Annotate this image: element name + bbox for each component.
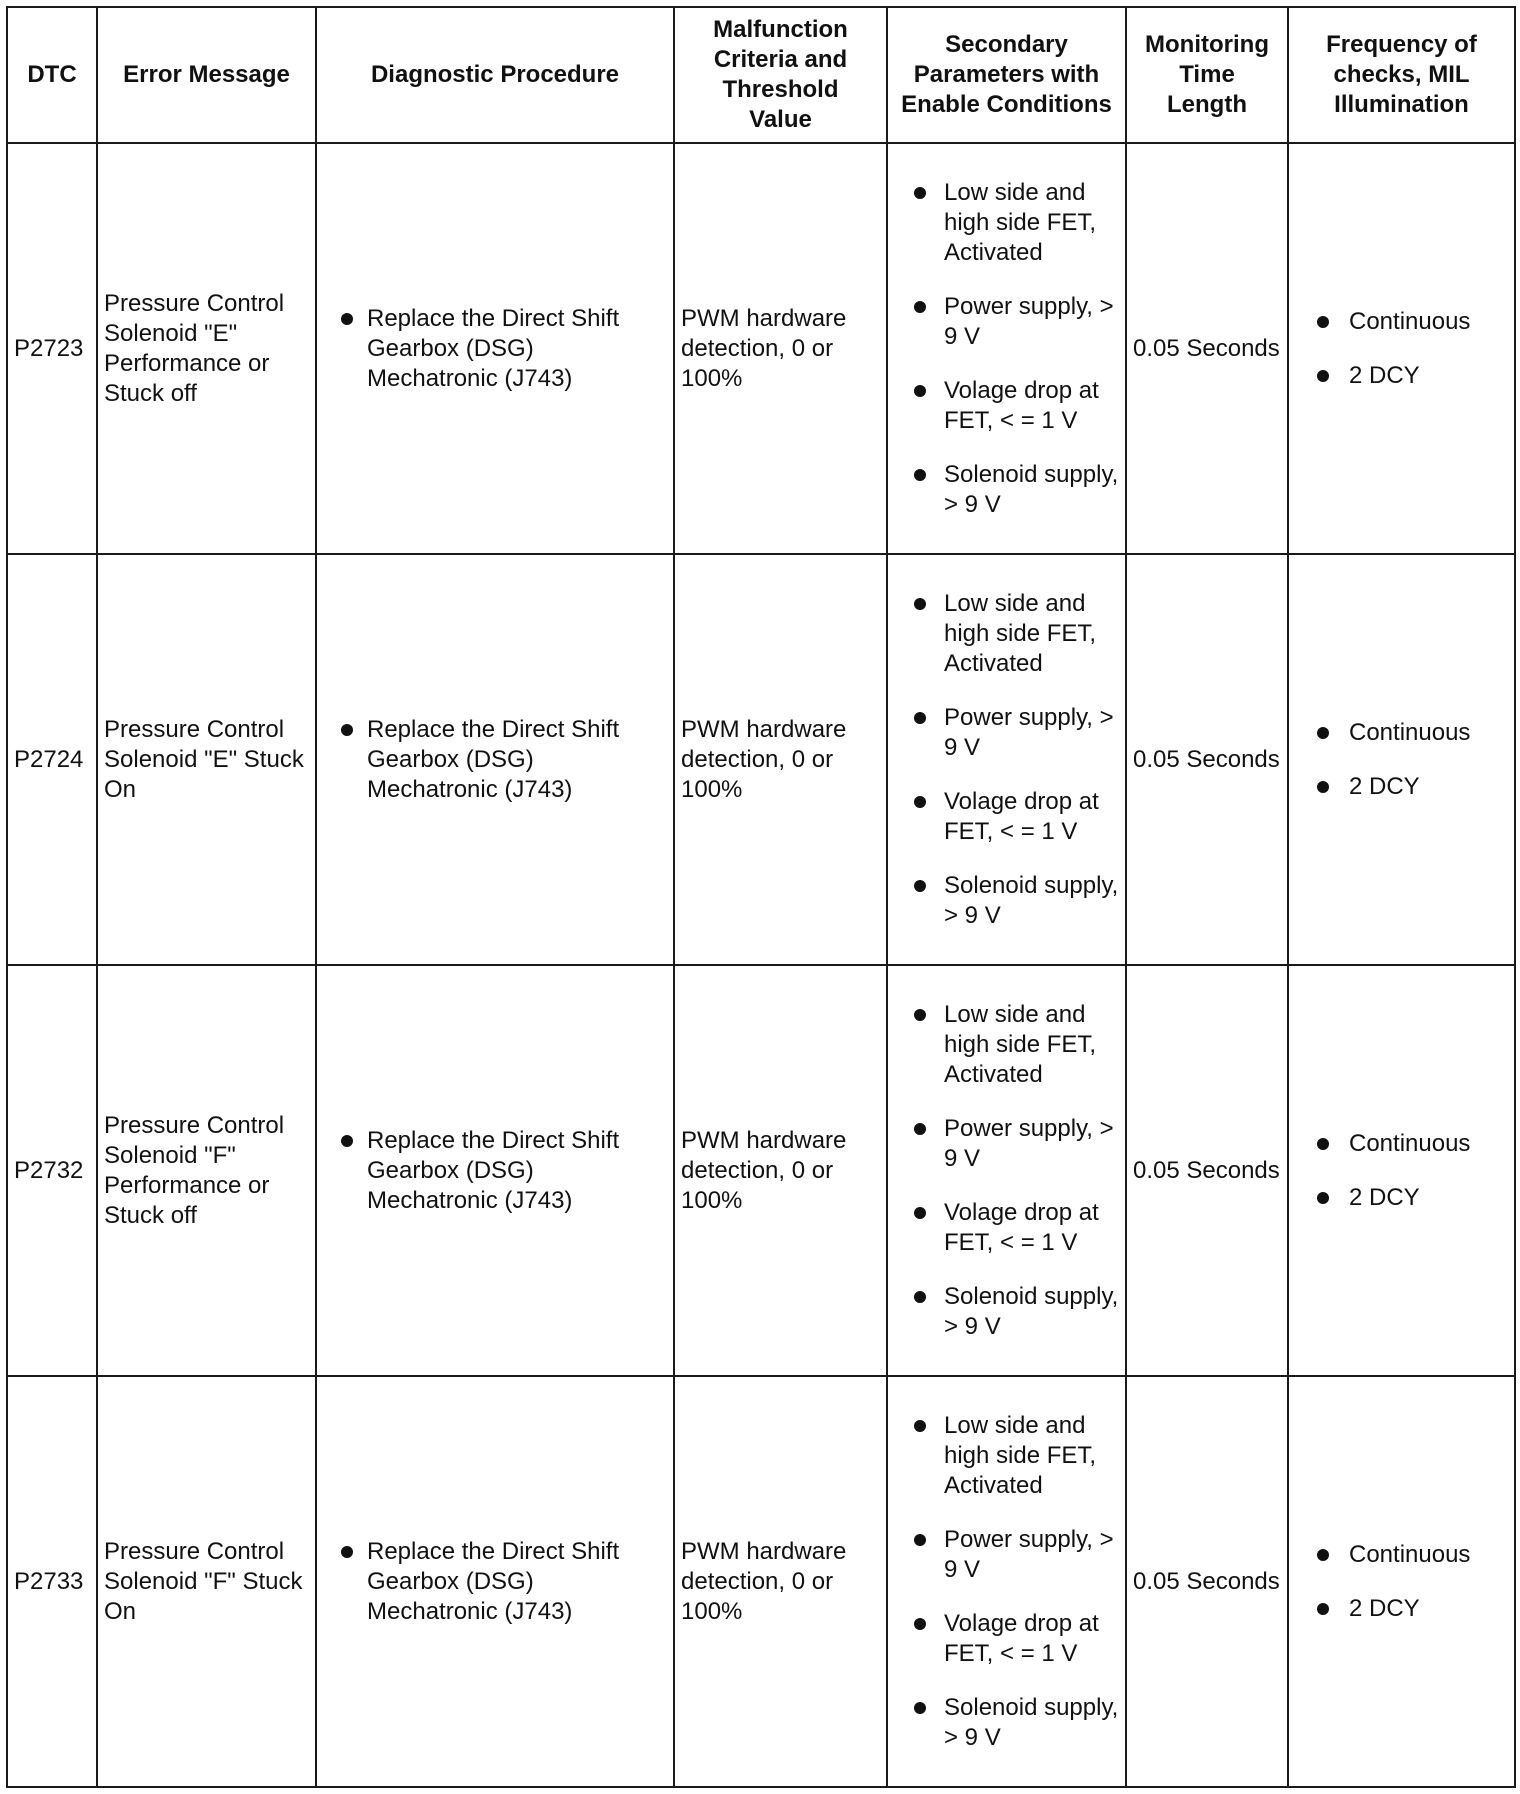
header-secondary-parameters: Secondary Parameters with Enable Conditions	[887, 7, 1126, 143]
diagnostic-procedure-cell	[316, 554, 674, 965]
bullet-icon	[914, 187, 926, 199]
diagnostic-procedure-cell	[316, 1376, 674, 1787]
list-item	[894, 871, 1119, 931]
list-item	[894, 787, 1119, 847]
parameter-text: Solenoid supply, > 9 V	[944, 1693, 1119, 1751]
bullet-icon	[341, 1546, 353, 1558]
table-row	[7, 554, 1515, 965]
frequency-cell	[1288, 1376, 1515, 1787]
dtc-code-cell: P2724	[7, 554, 97, 965]
list-item	[894, 376, 1119, 436]
frequency-text: Continuous	[1349, 1129, 1471, 1157]
bullet-icon	[914, 1291, 926, 1303]
secondary-parameters-cell	[887, 965, 1126, 1376]
bullet-icon	[341, 724, 353, 736]
frequency-text: Continuous	[1349, 1540, 1471, 1568]
frequency-cell	[1288, 554, 1515, 965]
secondary-parameters-list	[894, 1000, 1119, 1342]
table-row	[7, 965, 1515, 1376]
diagnostic-step-text: Replace the Direct Shift Gearbox (DSG) Mechatronic (J743)	[367, 1126, 620, 1214]
monitoring-time-cell: 0.05 Seconds	[1126, 143, 1288, 554]
list-item	[1295, 1540, 1508, 1570]
diagnostic-procedure-cell	[316, 143, 674, 554]
list-item	[894, 1609, 1119, 1669]
dtc-code-cell: P2732	[7, 965, 97, 1376]
list-item	[894, 703, 1119, 763]
malfunction-criteria-cell: PWM hardware detection, 0 or 100%	[674, 1376, 887, 1787]
error-message-cell: Pressure Control Solenoid "F" Stuck On	[97, 1376, 316, 1787]
frequency-text: 2 DCY	[1349, 772, 1420, 800]
frequency-list	[1295, 1129, 1508, 1213]
parameter-text: Volage drop at FET, < = 1 V	[944, 1609, 1099, 1667]
bullet-icon	[341, 1135, 353, 1147]
bullet-icon	[914, 1009, 926, 1021]
frequency-list	[1295, 1540, 1508, 1624]
parameter-text: Low side and high side FET, Activated	[944, 589, 1097, 677]
bullet-icon	[914, 880, 926, 892]
bullet-icon	[914, 712, 926, 724]
list-item	[894, 1282, 1119, 1342]
bullet-icon	[1317, 1138, 1329, 1150]
list-item	[323, 304, 667, 394]
header-diagnostic-procedure: Diagnostic Procedure	[316, 7, 674, 143]
malfunction-criteria-cell: PWM hardware detection, 0 or 100%	[674, 554, 887, 965]
dtc-code-cell: P2723	[7, 143, 97, 554]
bullet-icon	[914, 1420, 926, 1432]
parameter-text: Solenoid supply, > 9 V	[944, 1282, 1119, 1340]
diagnostic-steps-list	[323, 1537, 667, 1627]
list-item	[1295, 1183, 1508, 1213]
list-item	[894, 589, 1119, 679]
dtc-table	[6, 6, 1516, 1788]
parameter-text: Power supply, > 9 V	[944, 1114, 1114, 1172]
bullet-icon	[1317, 727, 1329, 739]
bullet-icon	[914, 1207, 926, 1219]
table-row	[7, 143, 1515, 554]
parameter-text: Power supply, > 9 V	[944, 292, 1114, 350]
list-item	[894, 1114, 1119, 1174]
list-item	[1295, 1129, 1508, 1159]
bullet-icon	[1317, 316, 1329, 328]
error-message-cell: Pressure Control Solenoid "E" Performance or Stuck off	[97, 143, 316, 554]
list-item	[894, 1693, 1119, 1753]
list-item	[323, 1537, 667, 1627]
list-item	[894, 460, 1119, 520]
bullet-icon	[914, 598, 926, 610]
secondary-parameters-cell	[887, 1376, 1126, 1787]
parameter-text: Low side and high side FET, Activated	[944, 1411, 1097, 1499]
frequency-list	[1295, 307, 1508, 391]
list-item	[323, 715, 667, 805]
diagnostic-steps-list	[323, 715, 667, 805]
diagnostic-step-text: Replace the Direct Shift Gearbox (DSG) Mechatronic (J743)	[367, 1537, 620, 1625]
bullet-icon	[914, 1534, 926, 1546]
bullet-icon	[914, 385, 926, 397]
malfunction-criteria-cell: PWM hardware detection, 0 or 100%	[674, 965, 887, 1376]
diagnostic-procedure-cell	[316, 965, 674, 1376]
monitoring-time-cell: 0.05 Seconds	[1126, 554, 1288, 965]
secondary-parameters-list	[894, 589, 1119, 931]
bullet-icon	[341, 313, 353, 325]
parameter-text: Power supply, > 9 V	[944, 1525, 1114, 1583]
list-item	[894, 1411, 1119, 1501]
parameter-text: Power supply, > 9 V	[944, 703, 1114, 761]
frequency-text: Continuous	[1349, 718, 1471, 746]
secondary-parameters-list	[894, 178, 1119, 520]
frequency-list	[1295, 718, 1508, 802]
error-message-cell: Pressure Control Solenoid "F" Performance or Stuck off	[97, 965, 316, 1376]
secondary-parameters-cell	[887, 143, 1126, 554]
header-monitoring-time: Monitoring Time Length	[1126, 7, 1288, 143]
frequency-text: 2 DCY	[1349, 1183, 1420, 1211]
parameter-text: Volage drop at FET, < = 1 V	[944, 787, 1099, 845]
bullet-icon	[1317, 370, 1329, 382]
list-item	[323, 1126, 667, 1216]
bullet-icon	[914, 796, 926, 808]
table-row	[7, 1376, 1515, 1787]
frequency-text: 2 DCY	[1349, 1594, 1420, 1622]
diagnostic-steps-list	[323, 304, 667, 394]
list-item	[1295, 361, 1508, 391]
error-message-cell: Pressure Control Solenoid "E" Stuck On	[97, 554, 316, 965]
monitoring-time-cell: 0.05 Seconds	[1126, 965, 1288, 1376]
header-malfunction-criteria: Malfunction Criteria and Threshold Value	[674, 7, 887, 143]
list-item	[1295, 1594, 1508, 1624]
bullet-icon	[1317, 1549, 1329, 1561]
secondary-parameters-list	[894, 1411, 1119, 1753]
dtc-code-cell: P2733	[7, 1376, 97, 1787]
parameter-text: Volage drop at FET, < = 1 V	[944, 376, 1099, 434]
list-item	[1295, 307, 1508, 337]
diagnostic-step-text: Replace the Direct Shift Gearbox (DSG) Mechatronic (J743)	[367, 304, 620, 392]
frequency-cell	[1288, 143, 1515, 554]
frequency-text: 2 DCY	[1349, 361, 1420, 389]
malfunction-criteria-cell: PWM hardware detection, 0 or 100%	[674, 143, 887, 554]
list-item	[1295, 772, 1508, 802]
bullet-icon	[914, 301, 926, 313]
parameter-text: Solenoid supply, > 9 V	[944, 460, 1119, 518]
parameter-text: Low side and high side FET, Activated	[944, 1000, 1097, 1088]
secondary-parameters-cell	[887, 554, 1126, 965]
bullet-icon	[914, 1123, 926, 1135]
header-error-message: Error Message	[97, 7, 316, 143]
diagnostic-step-text: Replace the Direct Shift Gearbox (DSG) Mechatronic (J743)	[367, 715, 620, 803]
frequency-text: Continuous	[1349, 307, 1471, 335]
frequency-cell	[1288, 965, 1515, 1376]
list-item	[894, 1198, 1119, 1258]
header-row	[7, 7, 1515, 143]
bullet-icon	[914, 1618, 926, 1630]
header-dtc: DTC	[7, 7, 97, 143]
list-item	[1295, 718, 1508, 748]
parameter-text: Solenoid supply, > 9 V	[944, 871, 1119, 929]
diagnostic-steps-list	[323, 1126, 667, 1216]
bullet-icon	[914, 1702, 926, 1714]
monitoring-time-cell: 0.05 Seconds	[1126, 1376, 1288, 1787]
parameter-text: Volage drop at FET, < = 1 V	[944, 1198, 1099, 1256]
bullet-icon	[1317, 1603, 1329, 1615]
list-item	[894, 1000, 1119, 1090]
bullet-icon	[1317, 1192, 1329, 1204]
list-item	[894, 178, 1119, 268]
bullet-icon	[1317, 781, 1329, 793]
list-item	[894, 1525, 1119, 1585]
header-frequency: Frequency of checks, MIL Illumination	[1288, 7, 1515, 143]
parameter-text: Low side and high side FET, Activated	[944, 178, 1097, 266]
bullet-icon	[914, 469, 926, 481]
list-item	[894, 292, 1119, 352]
